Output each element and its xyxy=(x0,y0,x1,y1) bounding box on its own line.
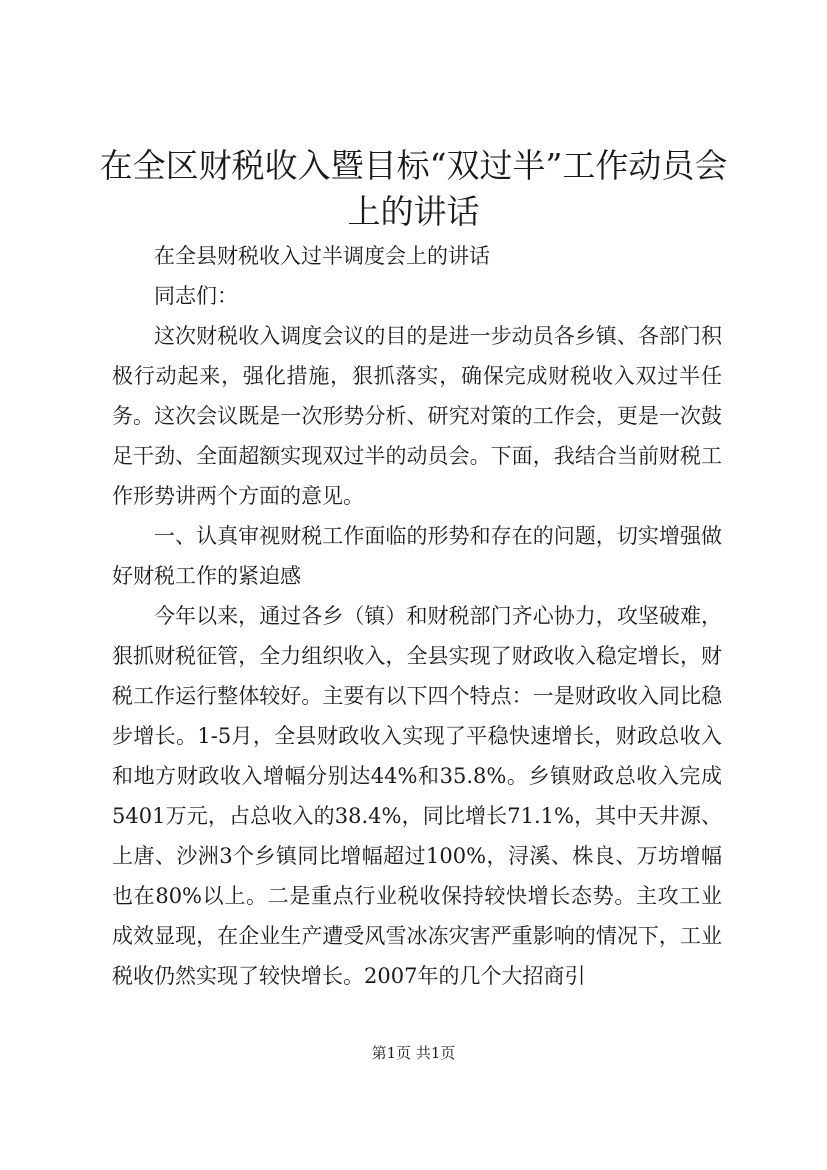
document-title: 在全区财税收入暨目标“双过半”工作动员会上的讲话 xyxy=(99,146,728,231)
section-heading-1: 一、认真审视财税工作面临的形势和存在的问题，切实增强做好财税工作的紧迫感 xyxy=(112,524,722,588)
paragraph-salutation: 同志们： xyxy=(154,284,238,308)
page-footer: 第1页 共1页 xyxy=(371,1044,456,1062)
document-body xyxy=(112,236,722,996)
paragraph-subtitle: 在全县财税收入过半调度会上的讲话 xyxy=(154,244,490,268)
paragraph-body: 今年以来，通过各乡（镇）和财税部门齐心协力，攻坚破难，狠抓财税征管，全力组织收入，全县实现了财政收入稳定增长，财税工作运行整体较好。主要有以下四个特点：一是财政收入同比稳步增长。1-5月，全县财政收入实现了平稳快速增长，财政总收入和地方财政收入增幅分别达44%和35.8%。乡镇财政总收入完成5401万元，占总收入的38.4%，同比增长71.1%，其中天井源、上唐、沙洲3个乡镇同比增幅超过100%，浔溪、株良、万坊增幅也在80%以上。二是重点行业税收保持较快增长态势。主攻工业成效显现，在企业生产遭受风雪冰冻灾害严重影响的情况下，工业税收仍然实现了较快增长。2007年的几个大招商引 xyxy=(112,604,722,988)
paragraph-intro: 这次财税收入调度会议的目的是进一步动员各乡镇、各部门积极行动起来，强化措施，狠抓落实，确保完成财税收入双过半任务。这次会议既是一次形势分析、研究对策的工作会，更是一次鼓足干劲、全面超额实现双过半的动员会。下面，我结合当前财税工作形势讲两个方面的意见。 xyxy=(112,324,722,508)
